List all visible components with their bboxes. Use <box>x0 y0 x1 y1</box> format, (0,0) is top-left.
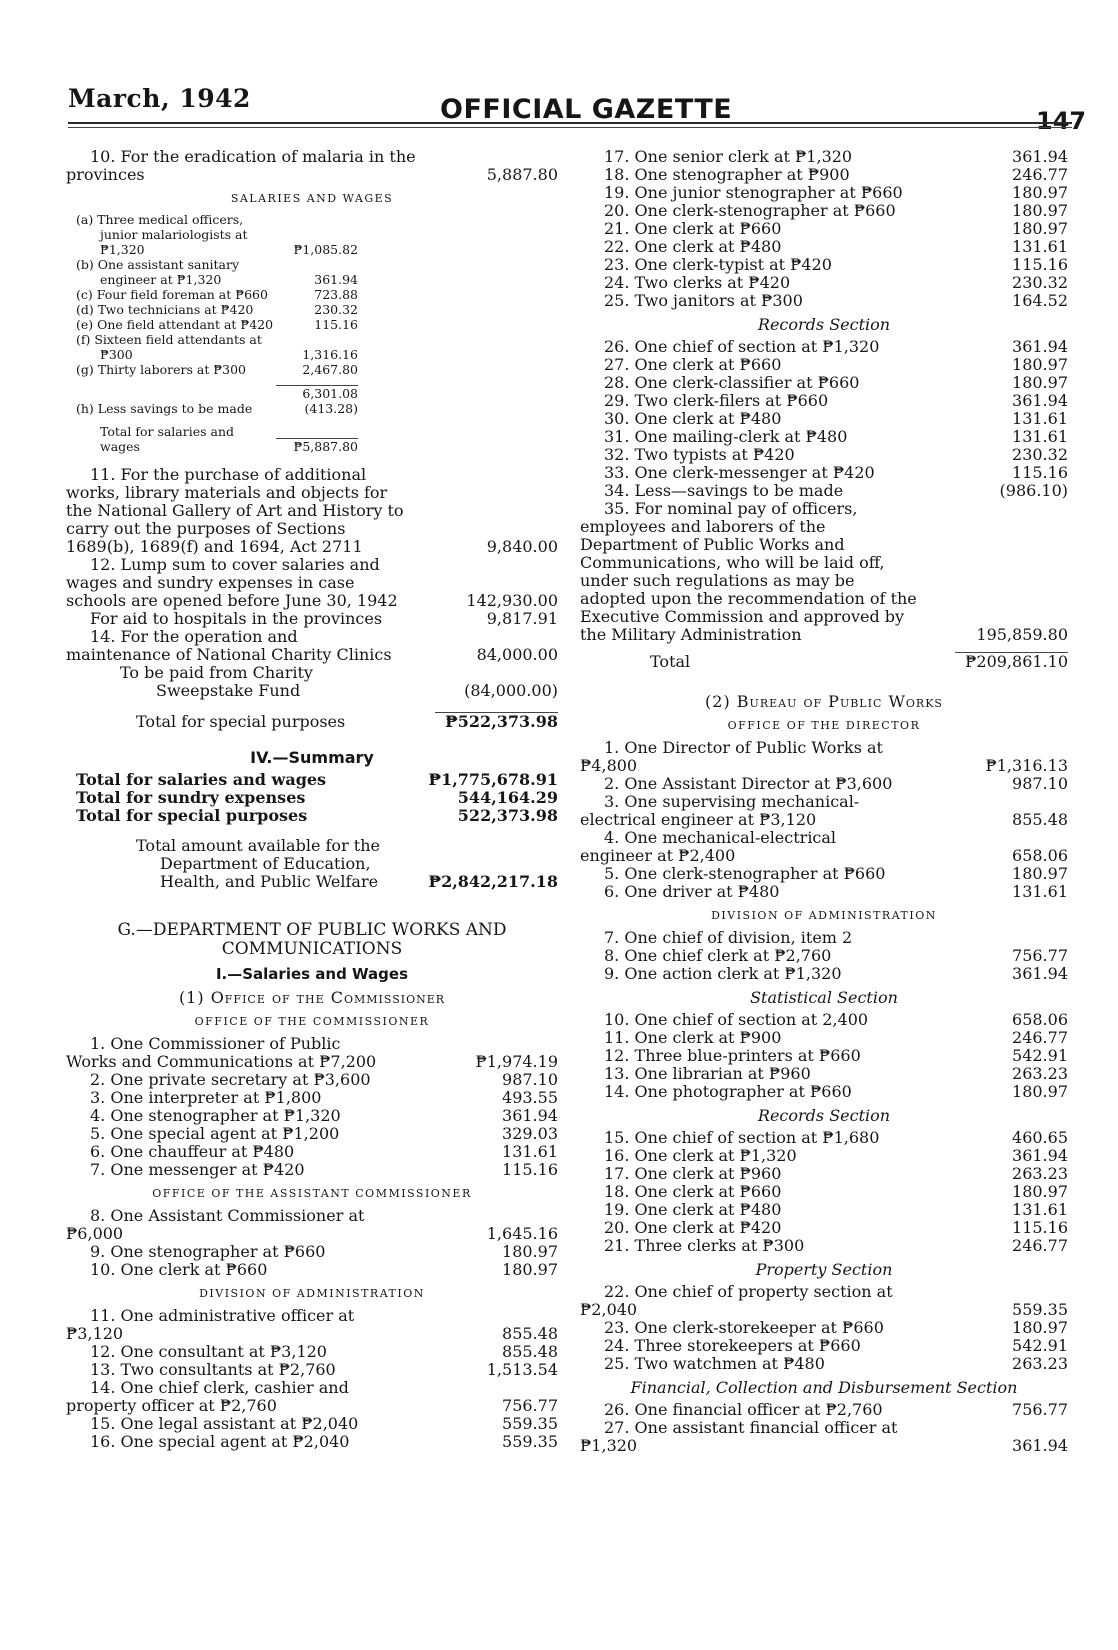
salary-less: (h) Less savings to be made (413.28) <box>76 401 358 416</box>
salary-item: (b) One assistant sanitary engineer at ₱1,320 361.94 <box>76 257 358 287</box>
staff-item: 23. One clerk-typist at ₱420 115.16 <box>604 255 1068 274</box>
division-administration-heading: DIVISION OF ADMINISTRATION <box>199 1287 425 1300</box>
director-item: 6. One driver at ₱480 131.61 <box>604 882 1068 901</box>
director-item: 5. One clerk-stenographer at ₱660 180.97 <box>604 864 1068 883</box>
prop-item: 22. One chief of property section at ₱2,040 559.35 <box>580 1282 1068 1319</box>
prop-item: 24. Three storekeepers at ₱660 542.91 <box>604 1336 1068 1355</box>
staff-item: 25. Two janitors at ₱300 164.52 <box>604 291 1068 310</box>
records-item: 26. One chief of section at ₱1,320 361.94 <box>604 337 1068 356</box>
staff-item: 18. One stenographer at ₱900 246.77 <box>604 165 1068 184</box>
admin-item: 15. One legal assistant at ₱2,040 559.35 <box>90 1414 558 1433</box>
rec2-item: 15. One chief of section at ₱1,680 460.65 <box>604 1128 1068 1147</box>
office-item: 3. One interpreter at ₱1,800 493.55 <box>90 1088 558 1107</box>
rec2-item: 19. One clerk at ₱480 131.61 <box>604 1200 1068 1219</box>
property-section-heading: Property Section <box>755 1260 893 1279</box>
office-commissioner-subheading: OFFICE OF THE COMMISSIONER <box>194 1015 430 1028</box>
stat-item: 10. One chief of section at 2,400 658.06 <box>604 1010 1068 1029</box>
staff-item: 19. One junior stenographer at ₱660 180.97 <box>604 183 1068 202</box>
asst-item: 9. One stenographer at ₱660 180.97 <box>90 1242 558 1261</box>
divadmin-item: 8. One chief clerk at ₱2,760 756.77 <box>604 946 1068 965</box>
divadmin-item: 9. One action clerk at ₱1,320 361.94 <box>604 964 1068 983</box>
summary-heading: IV.—Summary <box>250 748 374 767</box>
salary-item: (c) Four field foreman at ₱660 723.88 <box>76 287 358 302</box>
records-item: 34. Less—savings to be made (986.10) <box>604 481 1068 500</box>
divadmin-item: 7. One chief of division, item 2 <box>604 928 853 947</box>
stat-item: 13. One librarian at ₱960 263.23 <box>604 1064 1068 1083</box>
office-item: 1. One Commissioner of Public Works and Communications at ₱7,200 ₱1,974.19 <box>66 1034 558 1071</box>
division-admin-heading: DIVISION OF ADMINISTRATION <box>711 909 937 922</box>
records-item: 30. One clerk at ₱480 131.61 <box>604 409 1068 428</box>
left-column <box>66 148 558 1451</box>
header-date: March, 1942 <box>68 84 251 113</box>
staff-item: 17. One senior clerk at ₱1,320 361.94 <box>604 147 1068 166</box>
office-director-heading: OFFICE OF THE DIRECTOR <box>727 719 921 732</box>
stat-item: 11. One clerk at ₱900 246.77 <box>604 1028 1068 1047</box>
office-item: 5. One special agent at ₱1,200 329.03 <box>90 1124 558 1143</box>
salary-item: (a) Three medical officers, junior malariologists at ₱1,320 ₱1,085.82 <box>76 212 358 257</box>
bureau-heading: (2) Bureau of Public Works <box>705 692 943 711</box>
asst-item: 10. One clerk at ₱660 180.97 <box>90 1260 558 1279</box>
records-section-heading: Records Section <box>757 315 891 334</box>
records-item: 32. Two typists at ₱420 230.32 <box>604 445 1068 464</box>
director-item: 1. One Director of Public Works at ₱4,800 ₱1,316.13 <box>580 738 1068 775</box>
item-11: 11. For the purchase of additional works, library materials and objects for the National Gallery of Art and History to carry out the purposes of Sections 1689(b), 1689(f) and 1694, Act 2711 9,840.00 <box>66 465 558 556</box>
header-page-number: 147 <box>1036 107 1087 135</box>
records-item: 33. One clerk-messenger at ₱420 115.16 <box>604 463 1068 482</box>
salary-total: Total for salaries and wages ₱5,887.80 <box>100 424 358 454</box>
salaries-heading: SALARIES AND WAGES <box>230 192 394 205</box>
salaries-wages-heading: I.—Salaries and Wages <box>215 965 409 983</box>
office-item: 6. One chauffeur at ₱480 131.61 <box>90 1142 558 1161</box>
item-12: 12. Lump sum to cover salaries and wages and sundry expenses in case schools are opened before June 30, 1942 142,930.00 <box>66 555 558 610</box>
office-item: 4. One stenographer at ₱1,320 361.94 <box>90 1106 558 1125</box>
item-35: 35. For nominal pay of officers, employees and laborers of the Department of Public Works and Communications, who will be laid off, under such regulations as may be adopted upon the recommendation of the Executive Commission and approved by the Military Administration 195,859.80 <box>580 499 1068 644</box>
statistical-section-heading: Statistical Section <box>750 988 898 1007</box>
admin-item: 14. One chief clerk, cashier and property officer at ₱2,760 756.77 <box>66 1378 558 1415</box>
staff-item: 22. One clerk at ₱480 131.61 <box>604 237 1068 256</box>
salary-item: (d) Two technicians at ₱420 230.32 <box>76 302 358 317</box>
fin-item: 27. One assistant financial officer at ₱1,320 361.94 <box>580 1418 1068 1455</box>
asst-commissioner-heading: OFFICE OF THE ASSISTANT COMMISSIONER <box>152 1187 472 1200</box>
salary-item: (f) Sixteen field attendants at ₱300 1,316.16 <box>76 332 358 362</box>
header-title: OFFICIAL GAZETTE <box>440 94 733 125</box>
item-13: For aid to hospitals in the provinces 9,817.91 <box>90 609 558 628</box>
records-item: 27. One clerk at ₱660 180.97 <box>604 355 1068 374</box>
summary-row: Total for sundry expenses 544,164.29 <box>76 788 558 807</box>
item-14: 14. For the operation and maintenance of National Charity Clinics 84,000.00 <box>66 627 558 664</box>
financial-section-heading: Financial, Collection and Disbursement Section <box>630 1378 1018 1397</box>
salaries-list <box>76 212 358 454</box>
prop-item: 25. Two watchmen at ₱480 263.23 <box>604 1354 1068 1373</box>
director-item: 2. One Assistant Director at ₱3,600 987.10 <box>604 774 1068 793</box>
admin-item: 13. Two consultants at ₱2,760 1,513.54 <box>90 1360 558 1379</box>
total-special-purposes: Total for special purposes ₱522,373.98 <box>136 712 558 731</box>
salary-subtotal: 6,301.08 <box>76 385 358 401</box>
staff-item: 20. One clerk-stenographer at ₱660 180.97 <box>604 201 1068 220</box>
page-header <box>0 0 1118 150</box>
office-item: 7. One messenger at ₱420 115.16 <box>90 1160 558 1179</box>
salary-item: (e) One field attendant at ₱420 115.16 <box>76 317 358 332</box>
staff-item: 24. Two clerks at ₱420 230.32 <box>604 273 1068 292</box>
records-item: 29. Two clerk-filers at ₱660 361.94 <box>604 391 1068 410</box>
rec2-item: 21. Three clerks at ₱300 246.77 <box>604 1236 1068 1255</box>
staff-item: 21. One clerk at ₱660 180.97 <box>604 219 1068 238</box>
department-heading: G.—DEPARTMENT OF PUBLIC WORKS AND COMMUNICATIONS <box>117 920 507 959</box>
stat-item: 14. One photographer at ₱660 180.97 <box>604 1082 1068 1101</box>
summary-row: Total for special purposes 522,373.98 <box>76 806 558 825</box>
asst-item: 8. One Assistant Commissioner at ₱6,000 1,645.16 <box>66 1206 558 1243</box>
rec2-item: 18. One clerk at ₱660 180.97 <box>604 1182 1068 1201</box>
rec2-item: 16. One clerk at ₱1,320 361.94 <box>604 1146 1068 1165</box>
summary-row: Total for salaries and wages ₱1,775,678.91 <box>76 770 558 789</box>
header-rule <box>68 122 1072 124</box>
admin-item: 12. One consultant at ₱3,120 855.48 <box>90 1342 558 1361</box>
item-10: 10. For the eradication of malaria in the provinces 5,887.80 <box>66 147 558 184</box>
right-column <box>580 148 1068 1455</box>
stat-item: 12. Three blue-printers at ₱660 542.91 <box>604 1046 1068 1065</box>
admin-item: 11. One administrative officer at ₱3,120 855.48 <box>66 1306 558 1343</box>
office-item: 2. One private secretary at ₱3,600 987.10 <box>90 1070 558 1089</box>
header-rule-thin <box>68 127 1072 128</box>
rec2-item: 17. One clerk at ₱960 263.23 <box>604 1164 1068 1183</box>
records-section-2-heading: Records Section <box>757 1106 891 1125</box>
total-available: Total amount available for the Department of Education, Health, and Public Welfare ₱2,842,217.18 <box>136 836 558 891</box>
records-item: 31. One mailing-clerk at ₱480 131.61 <box>604 427 1068 446</box>
item-14-fund: To be paid from Charity Sweepstake Fund (84,000.00) <box>120 663 558 700</box>
director-item: 3. One supervising mechanical-electrical engineer at ₱3,120 855.48 <box>580 792 1068 829</box>
office-commissioner-heading: (1) Office of the Commissioner <box>178 988 446 1007</box>
fin-item: 26. One financial officer at ₱2,760 756.77 <box>604 1400 1068 1419</box>
records-item: 28. One clerk-classifier at ₱660 180.97 <box>604 373 1068 392</box>
prop-item: 23. One clerk-storekeeper at ₱660 180.97 <box>604 1318 1068 1337</box>
total-row: Total ₱209,861.10 <box>650 652 1068 671</box>
salary-item: (g) Thirty laborers at ₱300 2,467.80 <box>76 362 358 377</box>
director-item: 4. One mechanical-electrical engineer at ₱2,400 658.06 <box>580 828 1068 865</box>
rec2-item: 20. One clerk at ₱420 115.16 <box>604 1218 1068 1237</box>
admin-item: 16. One special agent at ₱2,040 559.35 <box>90 1432 558 1451</box>
